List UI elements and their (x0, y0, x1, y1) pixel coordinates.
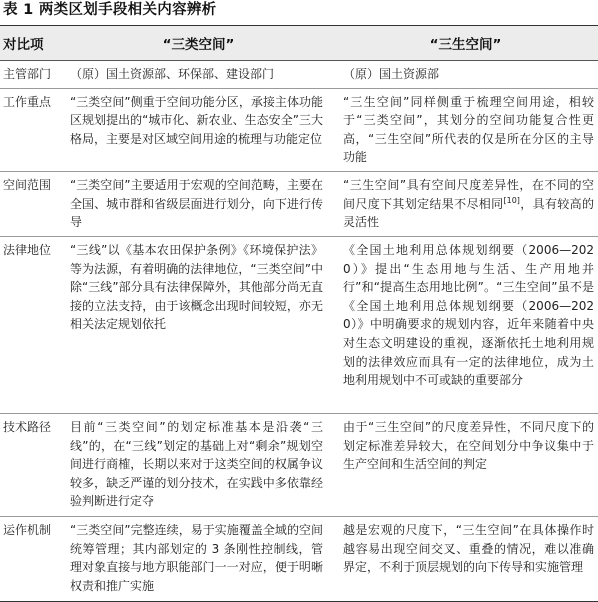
cell-text-tail: ，具有较高的灵活性 (343, 196, 594, 230)
cell-three-lives (333, 171, 598, 236)
table-row (0, 88, 598, 171)
cell-three-types: “三线”以《基本农田保护条例》《环境保护法》等为法源，有着明确的法律地位，“三类空间”中除“三线”部分具有法律保障外，其他部分尚无直接的立法支持，由于该概念出现时间较短，亦无相关法定规划依托 (64, 236, 333, 413)
row-label: 空间范围 (0, 171, 64, 236)
table-row (0, 516, 598, 601)
row-label: 法律地位 (0, 236, 64, 413)
row-label: 工作重点 (0, 88, 64, 171)
cell-three-lives: 越是宏观的尺度下，“三生空间”在具体操作时越容易出现空间交叉、重叠的情况，难以准确界定，不利于顶层规划的向下传导和实施管理 (333, 516, 598, 601)
header-item: 对比项 (0, 26, 64, 61)
table-row (0, 61, 598, 89)
table-row (0, 236, 598, 413)
table-caption: 表 1 两类区划手段相关内容辨析 (3, 2, 217, 18)
citation-ref: [10] (503, 195, 520, 205)
row-label: 运作机制 (0, 516, 64, 601)
row-label: 技术路径 (0, 413, 64, 516)
comparison-table (0, 25, 598, 602)
cell-three-lives: 《全国土地利用总体规划纲要（2006—2020）》提出“生态用地与生活、生产用地并行”和“提高生态用地比例”。“三生空间”虽不是《全国土地利用总体规划纲要（2006—2020）》中明确要求的规划内容，近年来随着中央对生态文明建设的重视，逐渐依托土地利用规划的法律效应而具有一定的法律地位，成为土地利用规划中不可或缺的重要部分 (333, 236, 598, 413)
cell-three-types: 目前“三类空间”的划定标准基本是沿袭“三线”的，在“三线”划定的基础上对“剩余”规划空间进行商榷，长期以来对于这类空间的权属争议较多，缺乏严谨的划分技术，在实践中多依靠经验判断进行定夺 (64, 413, 333, 516)
table-header-row (0, 26, 598, 61)
table-row (0, 413, 598, 516)
cell-three-types: “三类空间”主要适用于宏观的空间范畴，主要在全国、城市群和省级层面进行划分，向下进行传导 (64, 171, 333, 236)
cell-text: “三生空间”具有空间尺度差异性，在不同的空间尺度下其划定结果不尽相同 (343, 177, 594, 211)
header-three-lives-space: “三生空间” (333, 26, 598, 61)
cell-three-lives: 由于“三生空间”的尺度差异性，不同尺度下的划定标准差异较大，在空间划分中争议集中于生产空间和生活空间的判定 (333, 413, 598, 516)
cell-three-types: （原）国土资源部、环保部、建设部门 (64, 61, 333, 89)
cell-three-types: “三类空间”完整连续，易于实施覆盖全域的空间统筹管理；其内部划定的 3 条刚性控制线，管理对象直接与地方职能部门一一对应，便于明晰权责和推广实施 (64, 516, 333, 601)
row-label: 主管部门 (0, 61, 64, 89)
cell-three-lives: （原）国土资源部 (333, 61, 598, 89)
header-three-types-space: “三类空间” (64, 26, 333, 61)
cell-three-types: “三类空间”侧重于空间功能分区，承接主体功能区规划提出的“城市化、新农业、生态安全”三大格局，主要是对区域空间用途的梳理与功能定位 (64, 88, 333, 171)
table-row (0, 171, 598, 236)
cell-three-lives: “三生空间”同样侧重于梳理空间用途，相较于“三类空间”，其划分的空间功能复合性更高，“三生空间”所代表的仅是所在分区的主导功能 (333, 88, 598, 171)
